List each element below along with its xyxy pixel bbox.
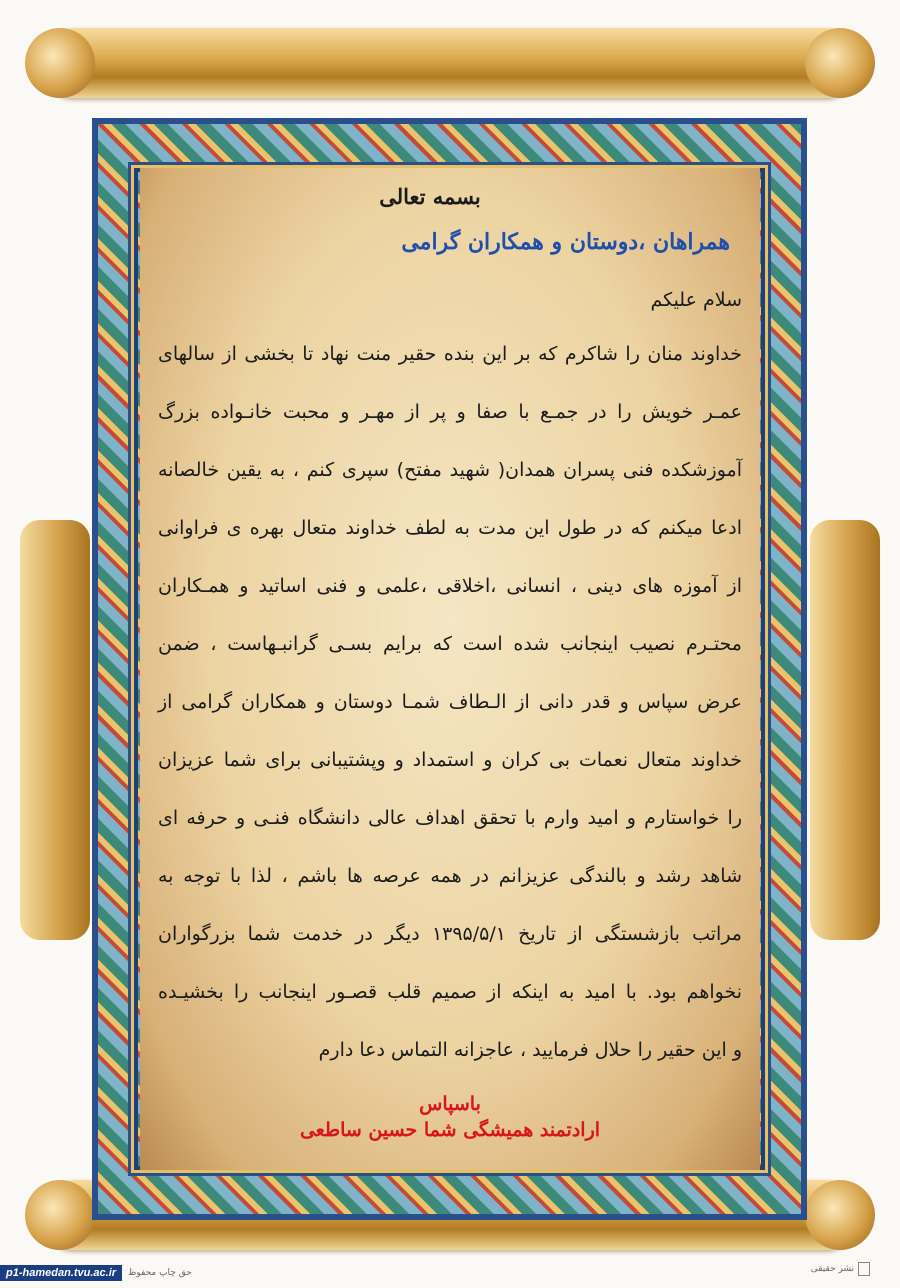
letter-line: مراتب بازشستگی از تاریخ ۱۳۹۵/۵/۱ دیگر در خدمت شما بزرگواران — [158, 923, 742, 945]
scroll-curl-icon — [805, 28, 875, 98]
letter-line: خداوند متعال نعمات بی کران و استمداد و وپشتیبانی برای شما عزیزان — [158, 749, 742, 771]
side-scroll-left — [20, 520, 90, 940]
scroll-top — [40, 28, 860, 98]
letter-content — [150, 178, 750, 1158]
letter-line: خداوند منان را شاکرم که بر این بنده حقیر منت نهاد تا بخشی از سالهای — [158, 343, 742, 365]
publisher-logo-icon — [858, 1262, 870, 1276]
letter-line: ادعا میکنم که در طول این مدت به لطف خداوند متعال بهره ی فراوانی — [158, 517, 742, 539]
scroll-curl-icon — [25, 1180, 95, 1250]
footer-site-link[interactable]: p1-hamedan.tvu.ac.ir — [0, 1265, 122, 1281]
letter-line: محتـرم نصیب اینجانب شده است که برایم بسـی گرانبـهاست ، ضمن — [158, 633, 742, 655]
letter-line: شاهد رشد و بالندگی عزیزانم در همه عرصه ها باشم ، لذا با توجه به — [158, 865, 742, 887]
scroll-curl-icon — [25, 28, 95, 98]
footer-copyright: حق چاپ محفوظ — [128, 1268, 192, 1278]
letter-line: از آموزه های دینی ، انسانی ،اخلاقی ،علمی و فنی اساتید و همـکاران — [158, 575, 742, 597]
letter-line: عمـر خویش را در جمـع با صفا و پر از مهـر و محبت خانـواده بزرگ — [158, 401, 742, 423]
footer-publisher: نشر حقیقی — [810, 1264, 854, 1274]
letter-line: را خواستارم و امید وارم با تحقق اهداف عالی دانشگاه فنـی و حرفه ای — [158, 807, 742, 829]
letter-line: نخواهم بود. با امید به اینکه از صمیم قلب قصـور اینجانب را بخشیـده — [158, 981, 742, 1003]
greeting: سلام علیکم — [650, 289, 742, 311]
basmala: بسمه تعالی — [379, 184, 481, 209]
footer-right — [811, 1262, 870, 1276]
side-scroll-right — [810, 520, 880, 940]
addressee: همراهان ،دوستان و همکاران گرامی — [401, 229, 730, 255]
letter-line: و این حقیر را حلال فرمایید ، عاجزانه التماس دعا دارم — [318, 1039, 742, 1061]
closing-signature: ارادتمند همیشگی شما حسین ساطعی — [299, 1119, 601, 1141]
letter-line: آموزشکده فنی پسران همدان( شهید مفتح) سپری کنم ، به یقین خالصانه — [158, 459, 742, 481]
scroll-curl-icon — [805, 1180, 875, 1250]
footer-left — [0, 1258, 192, 1288]
closing-block — [150, 1093, 750, 1141]
letter-line: عرض سپاس و قدر دانی از الـطاف شمـا دوستان و همکاران گرامی از — [158, 691, 742, 713]
closing-thanks: باسپاس — [419, 1093, 481, 1115]
